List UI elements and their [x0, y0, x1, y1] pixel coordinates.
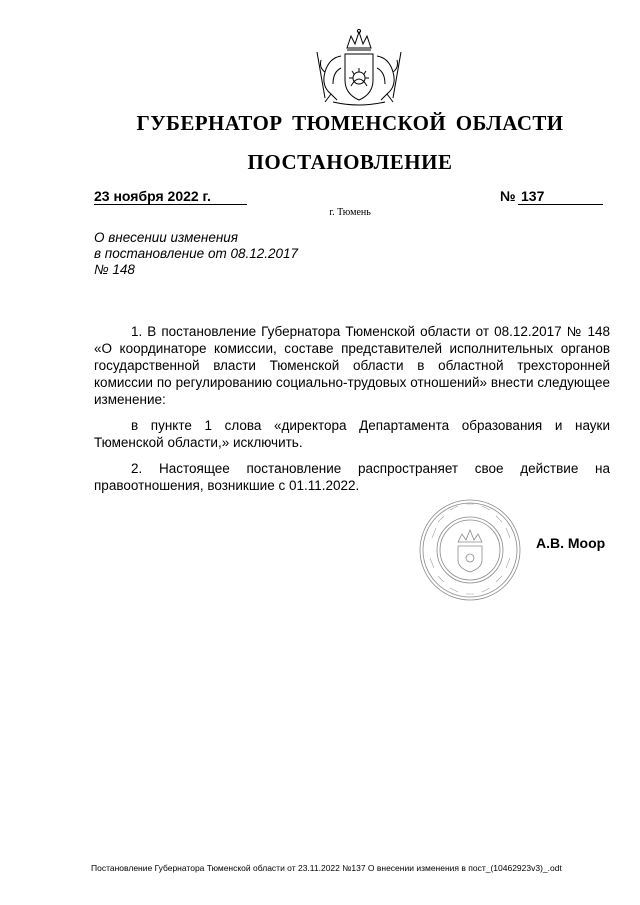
issue-city: г. Тюмень: [329, 207, 371, 218]
subject-line: в постановление от 08.12.2017: [94, 246, 299, 261]
signer-name: А.В. Моор: [536, 535, 606, 551]
subject-line: О внесении изменения: [94, 230, 239, 245]
subject-line: № 148: [94, 262, 135, 277]
coat-of-arms-emblem: [311, 28, 407, 106]
document-subject: [94, 230, 394, 278]
issuing-authority-title: ГУБЕРНАТОР ТЮМЕНСКОЙ ОБЛАСТИ: [136, 111, 564, 135]
official-seal-stamp: [418, 498, 522, 602]
document-date: 23 ноября 2022 г.: [94, 188, 247, 205]
body-paragraph: в пункте 1 слова «директора Департамента образования и науки Тюменской области,» исключить.: [94, 418, 610, 450]
document-number: [518, 188, 603, 205]
document-body: [94, 323, 610, 503]
number-sign: №: [500, 188, 516, 204]
document-type-title: ПОСТАНОВЛЕНИЕ: [247, 150, 453, 174]
document-number-value: 137: [521, 188, 545, 204]
body-paragraph: 2. Настоящее постановление распространяет свое действие на правоотношения, возникшие с 01.11.2022.: [94, 461, 610, 493]
document-footer: Постановление Губернатора Тюменской области от 23.11.2022 №137 О внесении изменения в пост_(10462923v3)_.odt: [91, 863, 562, 873]
body-paragraph: 1. В постановление Губернатора Тюменской области от 08.12.2017 № 148 «О координаторе комиссии, составе представителей исполнительных органов государственной власти Тюменской области в областной трехсторонней комиссии по регулированию социально-трудовых отношений» внести следующее изменение:: [94, 324, 610, 407]
